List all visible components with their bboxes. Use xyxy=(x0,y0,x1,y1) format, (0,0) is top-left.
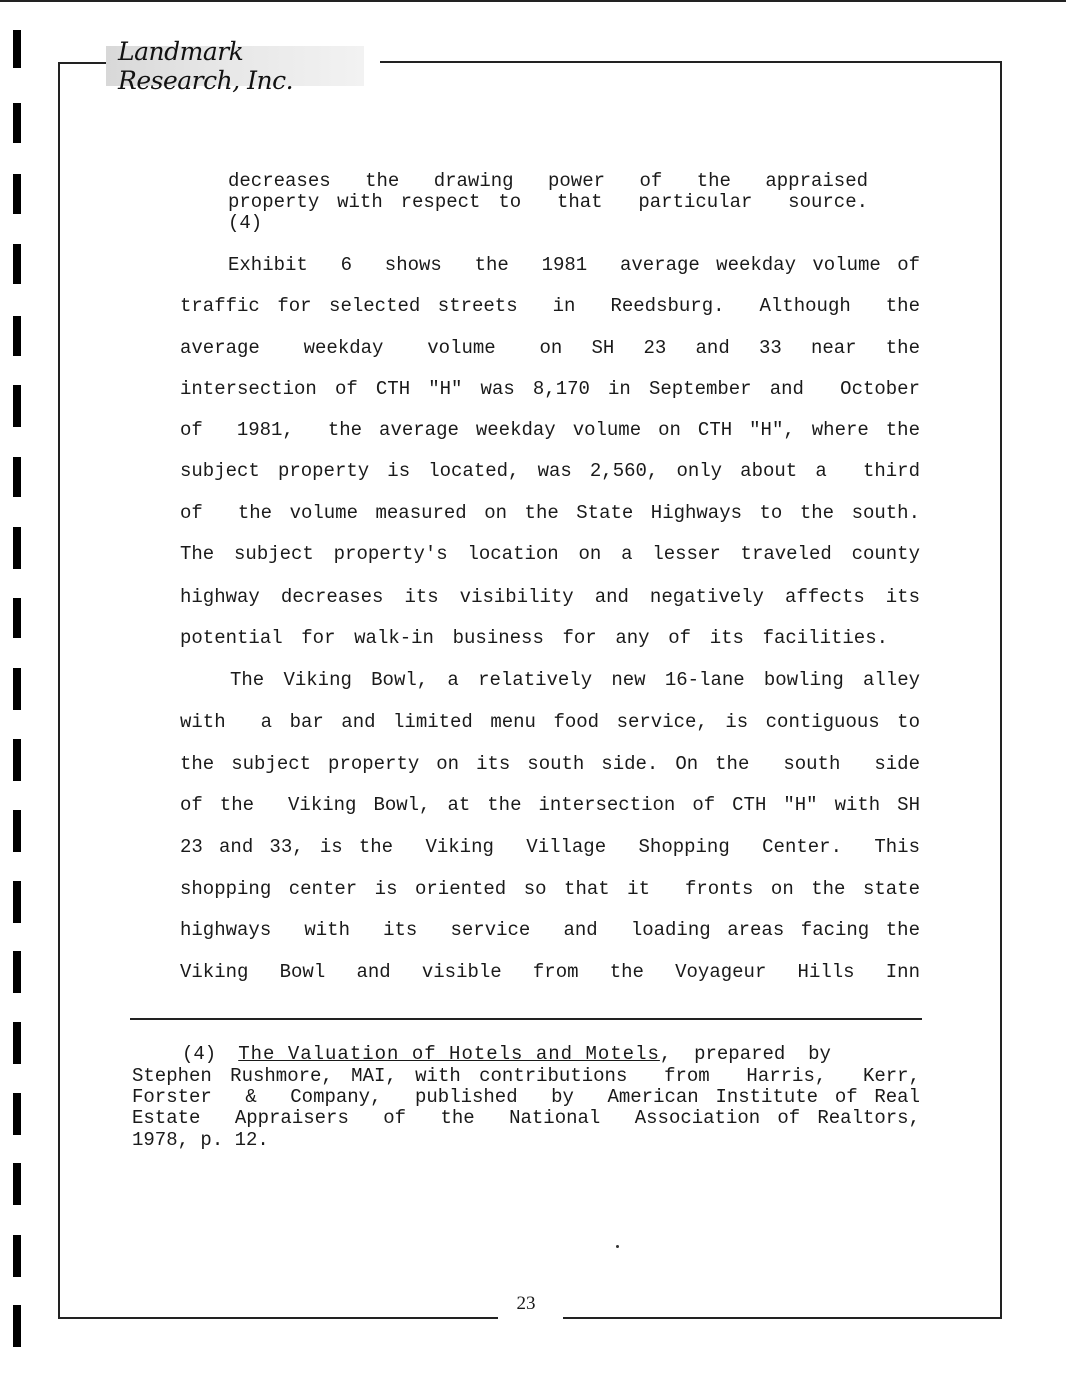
footnote-line: Forster & Company, published by American Institute of Real xyxy=(132,1086,920,1108)
binding-mark xyxy=(13,881,21,923)
binding-mark xyxy=(13,244,21,284)
letterhead-text: Landmark Research, Inc. xyxy=(118,37,294,95)
binding-mark xyxy=(13,527,21,569)
body-line: property with respect to that particular source. xyxy=(228,191,868,213)
binding-mark xyxy=(13,668,21,710)
letterhead-logo xyxy=(106,37,364,95)
frame-line xyxy=(58,62,106,64)
footnote-title: The Valuation of Hotels and Motels xyxy=(238,1043,660,1065)
body-line: highway decreases its visibility and negatively affects its xyxy=(180,586,920,608)
body-line: Exhibit 6 shows the 1981 average weekday volume of xyxy=(228,254,920,276)
body-line: potential for walk-in business for any of its facilities. xyxy=(180,627,888,649)
footnote-reference: (4) xyxy=(228,212,263,234)
binding-mark xyxy=(13,739,21,781)
frame-line xyxy=(58,62,60,1319)
body-line: The subject property's location on a lesser traveled county xyxy=(180,543,920,565)
frame-line xyxy=(563,1317,1002,1319)
binding-mark xyxy=(13,103,21,143)
binding-mark xyxy=(13,1093,21,1135)
footnote-rule xyxy=(130,1018,922,1020)
binding-mark xyxy=(13,1305,21,1347)
body-line: decreases the drawing power of the appraised xyxy=(228,170,868,192)
binding-mark xyxy=(13,316,21,356)
body-line: average weekday volume on SH 23 and 33 near the xyxy=(180,337,920,359)
body-line: 23 and 33, is the Viking Village Shopping Center. This xyxy=(180,836,920,858)
frame-line xyxy=(1000,61,1002,1319)
frame-line xyxy=(380,61,1002,63)
binding-mark xyxy=(13,951,21,993)
body-line: of the Viking Bowl, at the intersection of CTH "H" with SH xyxy=(180,794,920,816)
body-line: intersection of CTH "H" was 8,170 in September and October xyxy=(180,378,920,400)
binding-mark xyxy=(13,1022,21,1064)
body-line: traffic for selected streets in Reedsburg. Although the xyxy=(180,295,920,317)
footnote-title-suffix: , prepared by xyxy=(659,1043,831,1065)
body-line: of 1981, the average weekday volume on CTH "H", where the xyxy=(180,419,920,441)
footnote-line: Stephen Rushmore, MAI, with contributions from Harris, Kerr, xyxy=(132,1065,920,1087)
binding-mark xyxy=(13,810,21,852)
binding-mark xyxy=(13,1235,21,1277)
scan-speck xyxy=(616,1245,619,1248)
footnote-line: Estate Appraisers of the National Association of Realtors, xyxy=(132,1107,920,1129)
page-number: 23 xyxy=(516,1293,536,1314)
body-line: of the volume measured on the State Highways to the south. xyxy=(180,502,920,524)
binding-mark xyxy=(13,30,21,68)
body-line: The Viking Bowl, a relatively new 16-lane bowling alley xyxy=(230,669,920,691)
binding-mark xyxy=(13,1163,21,1205)
body-line: with a bar and limited menu food service, is contiguous to xyxy=(180,711,920,733)
binding-mark xyxy=(13,598,21,638)
frame-line xyxy=(58,1317,498,1319)
body-line: Viking Bowl and visible from the Voyageur Hills Inn xyxy=(180,961,920,983)
footnote-marker: (4) xyxy=(182,1043,217,1065)
body-line: subject property is located, was 2,560, only about a third xyxy=(180,460,920,482)
binding-mark xyxy=(13,385,21,427)
footnote-first-line xyxy=(182,1043,920,1065)
footnote-line: 1978, p. 12. xyxy=(132,1129,269,1151)
body-line: highways with its service and loading areas facing the xyxy=(180,919,920,941)
binding-mark xyxy=(13,174,21,214)
binding-mark xyxy=(13,457,21,497)
scan-edge xyxy=(0,0,1066,2)
body-line: the subject property on its south side. On the south side xyxy=(180,753,920,775)
body-line: shopping center is oriented so that it fronts on the state xyxy=(180,878,920,900)
